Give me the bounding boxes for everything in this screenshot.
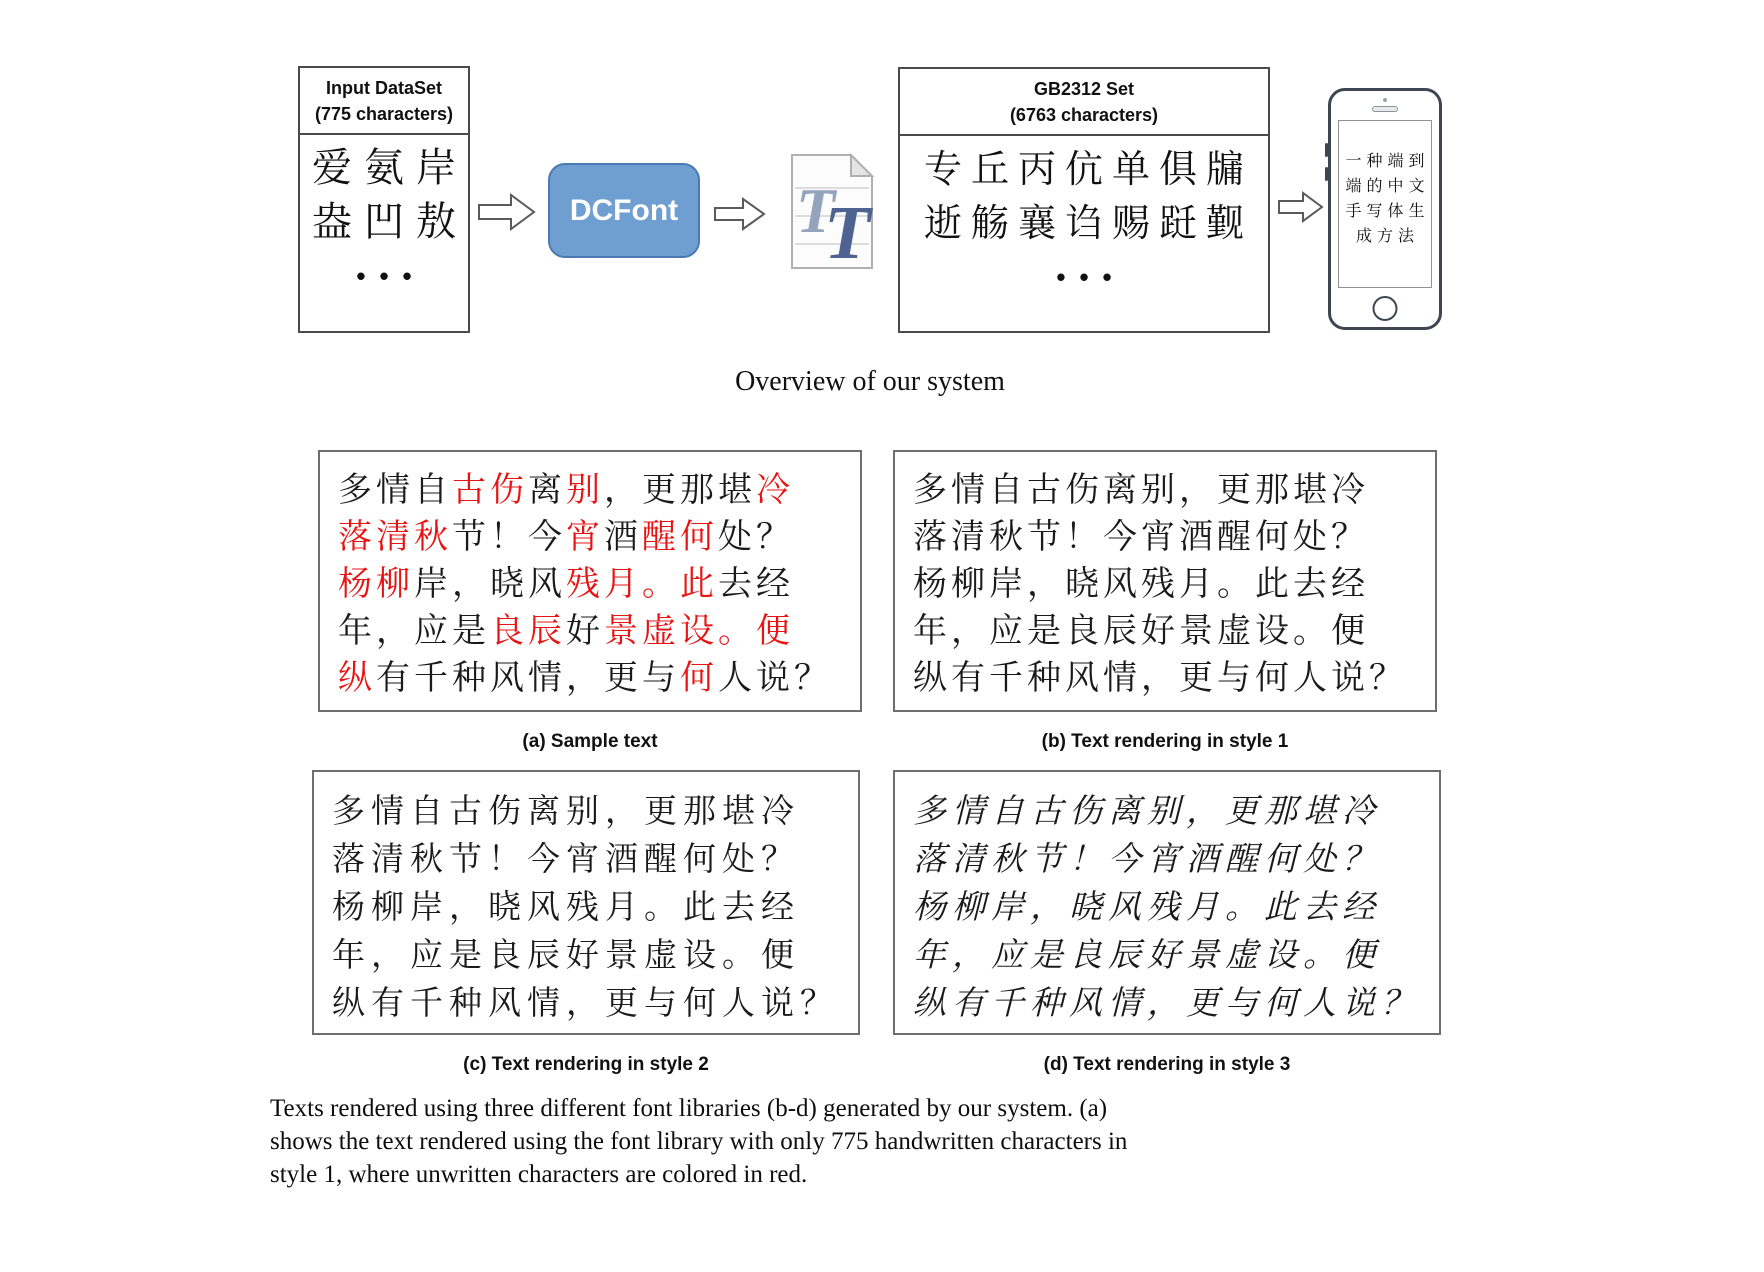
phone-screen-line: 一种端到 (1345, 151, 1430, 170)
text-segment: 杨柳岸，晓风残月。此去经 (913, 887, 1381, 926)
panel-style3-rendering (893, 770, 1441, 1076)
input-dataset-title (300, 68, 468, 135)
text-segment: 去经 (718, 564, 794, 604)
panel-style2-rendering (312, 770, 860, 1076)
unwritten-char-segment: 杨柳 (338, 564, 414, 604)
text-line (338, 608, 848, 655)
generated-chars-row: 专丘丙伉单俱牖 (923, 147, 1253, 192)
ellipsis-dots: ••• (356, 261, 426, 292)
unwritten-char-segment: 何 (680, 658, 718, 698)
text-segment: ，更那堪 (604, 470, 756, 510)
text-segment: 纵有千种风情，更与何人说？ (913, 658, 1407, 698)
flow-arrow-icon (1278, 191, 1324, 223)
panel-text (338, 467, 848, 702)
unwritten-char-segment: 醒何 (642, 517, 718, 557)
unwritten-char-segment: 别 (566, 470, 604, 510)
gb2312-title-line1: GB2312 Set (1033, 79, 1135, 99)
text-segment: 多情自 (338, 470, 452, 510)
gb2312-title-line2: (6763 characters) (1009, 105, 1159, 126)
panel-style3-box (893, 770, 1441, 1035)
figure-caption-line: style 1, where unwritten characters are colored in red. (270, 1161, 808, 1188)
text-segment: 多情自古伤离别，更那堪冷 (332, 791, 800, 830)
flow-arrow-icon (478, 192, 536, 232)
text-line (338, 467, 848, 514)
text-line (913, 561, 1423, 608)
text-segment: 杨柳岸，晓风残月。此去经 (332, 887, 800, 926)
handwritten-chars-row: 爱氨岸 (312, 145, 468, 192)
tt-letter-dark: T (824, 191, 871, 272)
figure-caption (270, 1092, 1315, 1191)
text-segment: 有千种风情，更与 (376, 658, 680, 698)
unwritten-char-segment: 景虚设。便 (604, 611, 794, 651)
handwritten-chars-row: 盎凹敖 (312, 199, 468, 246)
figure-caption-line: Texts rendered using three different font libraries (b-d) generated by our system. (a) (270, 1095, 1108, 1122)
panel-caption-b: (b) Text rendering in style 1 (1041, 731, 1289, 752)
text-line (913, 787, 1427, 835)
figure-caption-line: shows the text rendered using the font library with only 775 handwritten characters in (270, 1128, 1128, 1155)
panel-sample-text (318, 450, 862, 753)
panel-style2-box (312, 770, 860, 1035)
panel-text (913, 787, 1427, 1027)
generated-chars-row: 逝觞襄诌赐跹觐 (923, 201, 1253, 246)
panel-style1-rendering (893, 450, 1437, 753)
text-line (332, 835, 846, 883)
panel-text (913, 467, 1423, 702)
text-line (913, 979, 1427, 1027)
phone-home-button (1373, 296, 1398, 321)
dcfont-process-node: DCFont (548, 163, 700, 258)
text-segment: 离 (528, 470, 566, 510)
text-segment: 多情自古伤离别，更那堪冷 (913, 470, 1369, 510)
text-segment: 年，应是良辰好景虚设。便 (332, 935, 800, 974)
overview-diagram-caption: Overview of our system (735, 366, 1005, 397)
text-segment: 落清秋节！今宵酒醒何处？ (913, 839, 1381, 878)
text-line (332, 787, 846, 835)
input-dataset-samples (300, 135, 468, 331)
text-segment: 年，应是良辰好景虚设。便 (913, 611, 1369, 651)
text-segment: 落清秋节！今宵酒醒何处？ (332, 839, 800, 878)
unwritten-char-segment: 纵 (338, 658, 376, 698)
input-dataset-title-line1: Input DataSet (325, 78, 442, 98)
gb2312-title (900, 69, 1268, 136)
text-segment: 纵有千种风情，更与何人说？ (913, 983, 1420, 1022)
text-segment: 纵有千种风情，更与何人说？ (332, 983, 839, 1022)
flow-arrow-icon (714, 197, 766, 231)
phone-screen-line: 成方法 (1355, 226, 1419, 245)
input-dataset-title-line2: (775 characters) (314, 104, 454, 125)
text-segment: 人说？ (718, 658, 832, 698)
text-line (913, 514, 1423, 561)
text-line (332, 979, 846, 1027)
text-line (913, 835, 1427, 883)
phone-mockup (1328, 88, 1442, 330)
phone-screen (1338, 120, 1432, 288)
phone-side-button (1325, 167, 1328, 181)
unwritten-char-segment: 古伤 (452, 470, 528, 510)
unwritten-char-segment: 残月。此 (566, 564, 718, 604)
unwritten-char-segment: 冷 (756, 470, 794, 510)
text-line (338, 655, 848, 702)
text-line (913, 931, 1427, 979)
text-line (338, 561, 848, 608)
phone-screen-line: 端的中文 (1345, 176, 1430, 195)
truetype-font-file-icon (788, 152, 876, 272)
text-line (332, 931, 846, 979)
tt-letter-light: T (796, 175, 836, 246)
phone-camera-dot (1383, 98, 1387, 102)
text-segment: 年，应是良辰好景虚设。便 (913, 935, 1381, 974)
text-line (913, 655, 1423, 702)
phone-screen-line: 手写体生 (1345, 201, 1430, 220)
panel-text (332, 787, 846, 1027)
panel-caption-a: (a) Sample text (522, 731, 658, 752)
gb2312-samples (900, 136, 1268, 331)
phone-speaker-slot (1372, 106, 1398, 112)
gb2312-set-box (898, 67, 1270, 333)
text-segment: 酒 (604, 517, 642, 557)
unwritten-char-segment: 宵 (566, 517, 604, 557)
text-segment: 节！今 (452, 517, 566, 557)
phone-side-button (1325, 143, 1328, 157)
panel-caption-c: (c) Text rendering in style 2 (463, 1054, 709, 1075)
ellipsis-dots: ••• (1056, 262, 1126, 293)
text-line (913, 467, 1423, 514)
input-dataset-box (298, 66, 470, 333)
text-line (913, 608, 1423, 655)
panel-style1-box (893, 450, 1437, 712)
text-line (913, 883, 1427, 931)
text-segment: 杨柳岸，晓风残月。此去经 (913, 564, 1369, 604)
text-segment: 年，应是 (338, 611, 490, 651)
unwritten-char-segment: 落清秋 (338, 517, 452, 557)
text-line (332, 883, 846, 931)
text-line (338, 514, 848, 561)
text-segment: 落清秋节！今宵酒醒何处？ (913, 517, 1369, 557)
text-segment: 好 (566, 611, 604, 651)
text-segment: 多情自古伤离别，更那堪冷 (913, 791, 1381, 830)
text-segment: 岸，晓风 (414, 564, 566, 604)
panel-sample-text-box (318, 450, 862, 712)
panel-caption-d: (d) Text rendering in style 3 (1043, 1054, 1291, 1075)
text-segment: 处？ (718, 517, 794, 557)
unwritten-char-segment: 良辰 (490, 611, 566, 651)
